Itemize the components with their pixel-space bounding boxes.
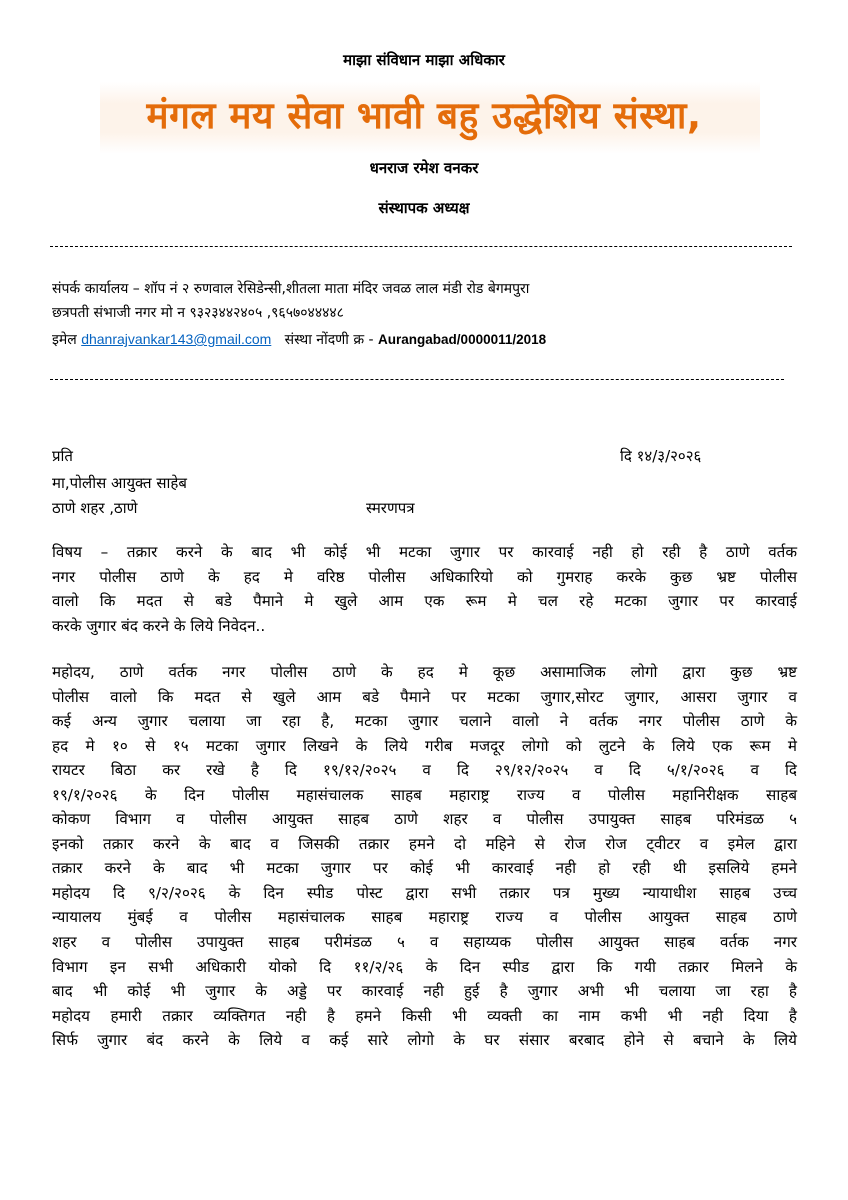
body-line: महोदय दि ९/२/२०२६ के दिन स्पीड पोस्ट द्वारा सभी तक्रार पत्र मुख्य न्यायाधीश साहब उच्च: [52, 883, 797, 902]
body-line: इनको तक्रार करने के बाद व जिसकी तक्रार हमने दो महिने से रोज रोज ट्वीटर व इमेल द्वारा: [52, 834, 797, 853]
registration-number: Aurangabad/0000011/2018: [378, 332, 547, 347]
contact-address-line1: संपर्क कार्यालय – शॉप नं २ रुणवाल रेसिडेन्सी,शीतला माता मंदिर जवळ लाल मंडी रोड बेगमपुरा: [52, 281, 530, 297]
contact-email-line: [52, 330, 546, 349]
body-line: तक्रार करने के बाद भी मटका जुगार पर कोई भी कारवाई नही हो रही थी इसलिये हमने: [52, 859, 797, 878]
subject-line: वालो कि मदत से बडे पैमाने मे खुले आम एक रूम मे चल रहे मटका जुगार पर कारवाई: [52, 592, 797, 611]
body-paragraph: [52, 660, 797, 1053]
email-link[interactable]: dhanrajvankar143@gmail.com: [81, 331, 272, 347]
to-label: प्रति: [52, 447, 73, 465]
subject-line: विषय – तक्रार करने के बाद भी कोई भी मटका जुगार पर कारवाई नही हो रही है ठाणे वर्तक: [52, 543, 797, 561]
body-line: कोकण विभाग व पोलीस आयुक्त साहब ठाणे शहर व पोलीस उपायुक्त साहब परिमंडळ ५: [52, 810, 797, 829]
subject-line: करके जुगार बंद करने के लिये निवेदन..: [52, 616, 266, 635]
subject-paragraph: [52, 540, 797, 638]
body-line: कई अन्य जुगार चलाया जा रहा है, मटका जुगार चलाने वालो ने वर्तक नगर पोलीस ठाणे के: [52, 712, 797, 731]
body-line: शहर व पोलीस उपायुक्त साहब परीमंडळ ५ व सहाय्यक पोलीस आयुक्त साहब वर्तक नगर: [52, 933, 797, 952]
recipient-line-1: मा,पोलीस आयुक्त साहेब: [52, 474, 187, 492]
body-line: सिर्फ जुगार बंद करने के लिये व कई सारे लोगो के घर संसार बरबाद होने से बचाने के लिये: [52, 1031, 797, 1050]
body-line: विभाग इन सभी अधिकारी योको दि ११/२/२६ के दिन स्पीड द्वारा कि गयी तक्रार मिलने के: [52, 957, 797, 976]
letter-date: दि १४/३/२०२६: [620, 447, 702, 465]
slogan: माझा संविधान माझा अधिकार: [343, 51, 505, 69]
document-type: स्मरणपत्र: [366, 499, 415, 517]
dashed-divider-top: [50, 246, 792, 247]
founder-title: संस्थापक अध्यक्ष: [378, 199, 470, 217]
body-line: १९/१/२०२६ के दिन पोलीस महासंचालक साहब महाराष्ट्र राज्य व पोलीस महानिरीक्षक साहब: [52, 785, 797, 804]
body-line: बाद भी कोई भी जुगार के अड्डे पर कारवाई नही हुई है जुगार अभी भी चलाया जा रहा है: [52, 982, 797, 1001]
registration-label: संस्था नोंदणी क्र -: [284, 332, 374, 348]
body-line: महोदय हमारी तक्रार व्यक्तिगत नही है हमने किसी भी व्यक्ती का नाम कभी भी नही दिया है: [52, 1006, 797, 1025]
body-line: न्यायालय मुंबई व पोलीस महासंचालक साहब महाराष्ट्र राज्य व पोलीस आयुक्त साहब ठाणे: [52, 908, 797, 927]
subject-line: नगर पोलीस ठाणे के हद मे वरिष्ठ पोलीस अधिकारियो को गुमराह करके कुछ भ्रष्ट पोलीस: [52, 567, 797, 586]
body-line: रायटर बिठा कर रखे है दि १९/१२/२०२५ व दि २९/१२/२०२५ व दि ५/१/२०२६ व दि: [52, 761, 797, 780]
recipient-line-2: ठाणे शहर ,ठाणे: [52, 499, 138, 517]
contact-address-line2: छत्रपती संभाजी नगर मो न ९३२३४४२४०५ ,९६५७०४४४४८: [52, 305, 344, 321]
organization-name: मंगल मय सेवा भावी बहु उद्धेशिय संस्था,: [146, 94, 702, 137]
email-label: इमेल: [52, 332, 77, 348]
body-line: महोदय, ठाणे वर्तक नगर पोलीस ठाणे के हद मे कूछ असामाजिक लोगो द्वारा कुछ भ्रष्ट: [52, 663, 797, 681]
body-line: हद मे १० से १५ मटका जुगार लिखने के लिये गरीब मजदूर लोगो को लुटने के लिये एक रूम मे: [52, 736, 797, 755]
body-line: पोलीस वालो कि मदत से खुले आम बडे पैमाने पर मटका जुगार,सोरट जुगार, आसरा जुगार व: [52, 687, 797, 706]
founder-name: धनराज रमेश वनकर: [369, 159, 479, 177]
dashed-divider-bottom: [50, 379, 784, 380]
